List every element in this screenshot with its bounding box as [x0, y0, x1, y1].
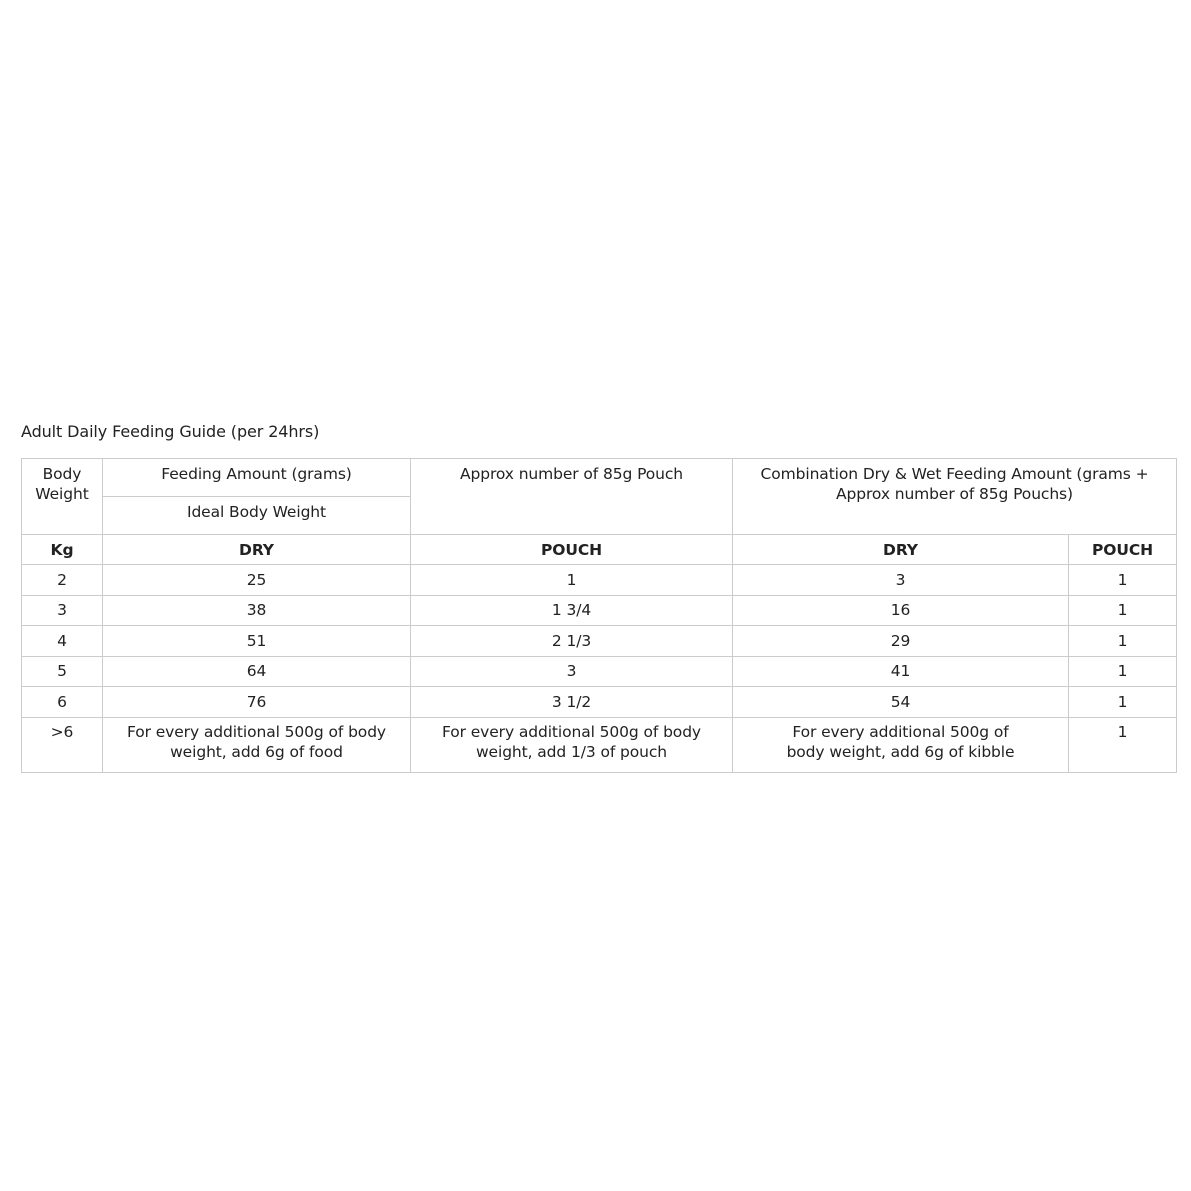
header-body-weight: Body Weight	[22, 459, 103, 535]
cell-kg: 3	[22, 595, 103, 626]
cell-pouch: 1	[411, 565, 733, 596]
subheader-combo-dry: DRY	[733, 535, 1069, 565]
cell-pouch: 3	[411, 656, 733, 687]
cell-combo-pouch: 1	[1069, 717, 1177, 772]
cell-combo-dry: 29	[733, 626, 1069, 657]
header-combination: Combination Dry & Wet Feeding Amount (grams + Approx number of 85g Pouchs)	[733, 459, 1177, 535]
table-header-row	[22, 459, 1177, 497]
cell-combo-dry: For every additional 500g of body weight, add 6g of kibble	[733, 717, 1069, 772]
cell-combo-pouch: 1	[1069, 595, 1177, 626]
header-approx-pouch: Approx number of 85g Pouch	[411, 459, 733, 535]
cell-kg: 6	[22, 687, 103, 718]
cell-kg: 2	[22, 565, 103, 596]
cell-combo-pouch: 1	[1069, 565, 1177, 596]
cell-combo-dry: 41	[733, 656, 1069, 687]
table-row	[22, 626, 1177, 657]
subheader-kg: Kg	[22, 535, 103, 565]
cell-combo-pouch: 1	[1069, 687, 1177, 718]
cell-dry: 38	[103, 595, 411, 626]
table-row	[22, 717, 1177, 772]
cell-dry: 64	[103, 656, 411, 687]
subheader-dry: DRY	[103, 535, 411, 565]
cell-dry: For every additional 500g of body weight, add 6g of food	[103, 717, 411, 772]
cell-combo-dry: 3	[733, 565, 1069, 596]
table-row	[22, 565, 1177, 596]
cell-pouch: For every additional 500g of body weight, add 1/3 of pouch	[411, 717, 733, 772]
cell-dry: 25	[103, 565, 411, 596]
cell-combo-dry: 16	[733, 595, 1069, 626]
cell-dry: 76	[103, 687, 411, 718]
subheader-pouch: POUCH	[411, 535, 733, 565]
cell-pouch: 1 3/4	[411, 595, 733, 626]
header-ideal-body-weight: Ideal Body Weight	[103, 497, 411, 535]
subheader-combo-pouch: POUCH	[1069, 535, 1177, 565]
cell-combo-pouch: 1	[1069, 656, 1177, 687]
cell-kg: >6	[22, 717, 103, 772]
cell-kg: 5	[22, 656, 103, 687]
cell-combo-dry: 54	[733, 687, 1069, 718]
feeding-guide-table	[21, 458, 1177, 773]
cell-dry: 51	[103, 626, 411, 657]
cell-pouch: 2 1/3	[411, 626, 733, 657]
cell-combo-pouch: 1	[1069, 626, 1177, 657]
table-row	[22, 656, 1177, 687]
cell-kg: 4	[22, 626, 103, 657]
table-subheader-row	[22, 535, 1177, 565]
cell-pouch: 3 1/2	[411, 687, 733, 718]
header-feeding-amount: Feeding Amount (grams)	[103, 459, 411, 497]
table-row	[22, 595, 1177, 626]
feeding-guide-title: Adult Daily Feeding Guide (per 24hrs)	[21, 422, 320, 441]
table-row	[22, 687, 1177, 718]
